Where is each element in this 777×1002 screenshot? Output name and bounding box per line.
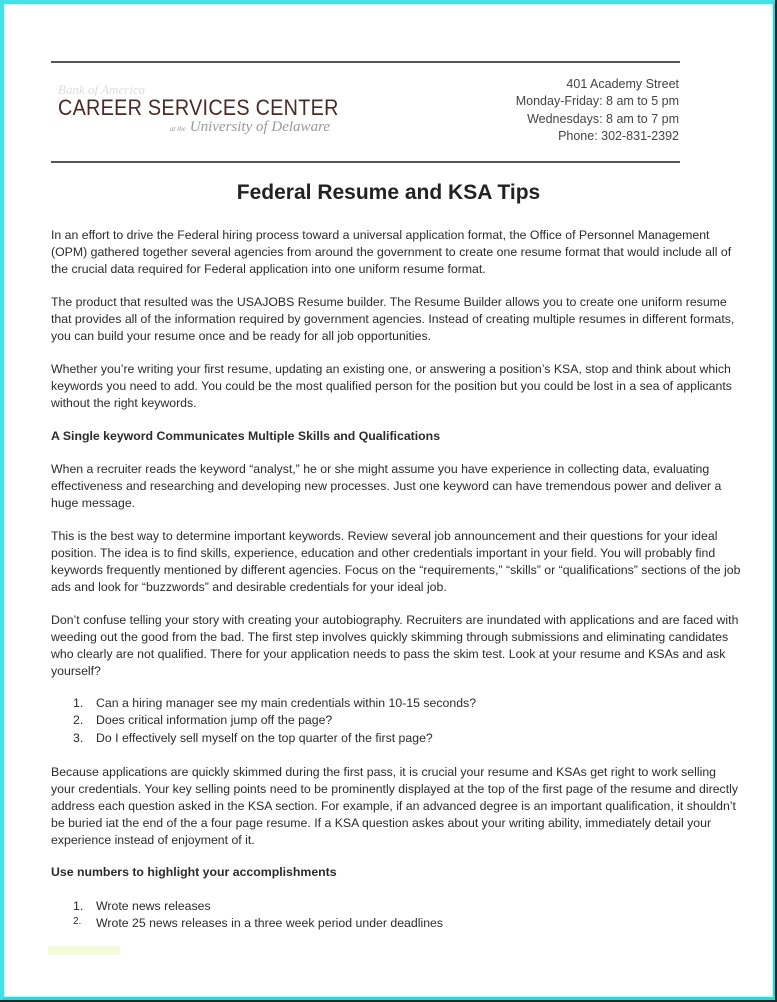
list-number: 1. [73,696,84,710]
paragraph: Because applications are quickly skimmed during the first pass, it is crucial your resume and KSAs get right to work selling your credentials. Your key selling points need to be prominently displayed at the top of the first page of the resume and directly address each question asked in the KSA section. For example, if an advanced degree is an important qualification, it shouldn’t be buried iat the end of the a four page resume. If a KSA question askes about your writing ability, immediately detail your experience instead of enjoyment of it. [51,765,738,847]
list-text: Wrote news releases [96,899,211,913]
address-line: 401 Academy Street [566,77,679,91]
paragraph: In an effort to drive the Federal hiring process toward a universal application format, the Office of Personnel Management (OPM) gathered together several agencies from around the government to create one resume format that would include all of the crucial data required for Federal application into one uniform resume format. [51,228,732,276]
contact-info [516,76,679,145]
paragraph: When a recruiter reads the keyword “analyst,” he or she might assume you have experience in collecting data, evaluating effectiveness and researching and developing new processes. Just one keyword can have tremendous power and deliver a huge message. [51,462,722,510]
paragraph: This is the best way to determine important keywords. Review several job announcement and their questions for your ideal position. The idea is to find skills, experience, education and other credentials important in your field. You will probably find keywords frequently mentioned by different agencies. Focus on the “requirements,” “skills” or “qualifications” sections of the job ads and look for “buzzwords” and desirable credentials for your ideal job. [51,529,741,594]
list-text: Can a hiring manager see my main credentials within 10-15 seconds? [96,696,477,710]
faint-watermark [48,946,120,955]
list-text: Do I effectively sell myself on the top quarter of the first page? [96,731,433,745]
list-text: Does critical information jump off the page? [96,713,333,727]
paragraph: Don’t confuse telling your story with creating your autobiography. Recruiters are inundated with applications and are faced with weeding out the good from the bad. The first step involves quickly skimming through submissions and eliminating candidates who clearly are not qualified. There for your application needs to pass the skim test. Look at your resume and KSAs and ask yourself? [51,613,739,678]
list-number: 2. [73,916,82,927]
phone-line: Phone: 302-831-2392 [558,128,679,143]
list-text: Wrote 25 news releases in a three week period under deadlines [96,916,444,930]
logo-at: at the [170,125,186,133]
logo-subtitle [170,119,330,136]
section-heading: A Single keyword Communicates Multiple Skills and Qualifications [51,429,441,443]
section-heading: Use numbers to highlight your accomplishments [51,865,337,879]
list-number: 3. [73,731,84,745]
hours-line: Wednesdays: 8 am to 7 pm [527,111,679,126]
paragraph: Whether you’re writing your first resume, updating an existing one, or answering a position’s KSA, stop and think about which keywords you need to add. You could be the most qualified person for the position but you could be lost in a sea of applicants without the right keywords. [51,362,732,410]
page-title: Federal Resume and KSA Tips [236,181,541,204]
logo-title: CAREER SERVICES CENTER [58,95,339,120]
hours-line: Monday-Friday: 8 am to 5 pm [515,94,679,109]
paragraph: The product that resulted was the USAJOBS Resume builder. The Resume Builder allows you to create one uniform resume that provides all of the information required by government agencies. Instead of creating multiple resumes in different formats, you can build your resume once and be ready for all job opportunities. [51,295,735,343]
list-number: 1. [73,899,84,913]
logo-university: University of Delaware [189,119,331,135]
header-rule-bottom [51,161,680,163]
list-number: 2. [73,713,84,727]
header-rule-top [51,61,680,63]
logo-sponsor: Bank of America [58,82,146,97]
